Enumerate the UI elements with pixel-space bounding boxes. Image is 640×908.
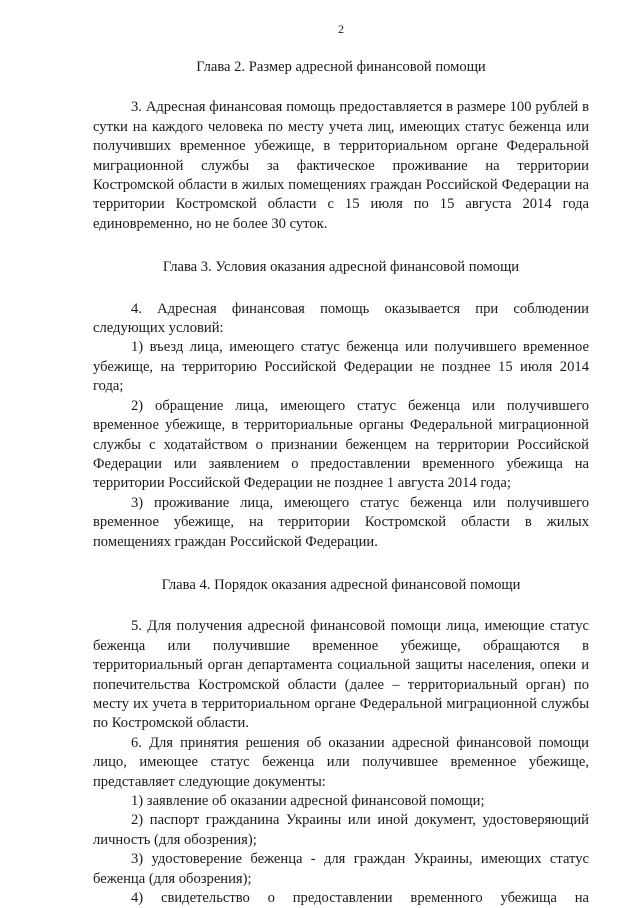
document-item-4: 4) свидетельство о предоставлении временного убежища на — [131, 890, 589, 907]
condition-item-3: 3) проживание лица, имеющего статус беженца или получившего временное убежище, на территории Костромской области в жилых помещениях граждан Российской Федерации. — [93, 494, 589, 550]
condition-item-2: 2) обращение лица, имеющего статус беженца или получившего временное убежище, в территориальные органы Федеральной миграционной службы с ходатайством о признании беженцем на территории Российской Федерации или заявлением о предоставлении временного убежища на территории Российской Федерации не позднее 1 августа 2014 года; — [93, 397, 589, 492]
page-number: 2 — [338, 22, 344, 36]
chapter-3-heading: Глава 3. Условия оказания адресной финансовой помощи — [162, 259, 520, 276]
paragraph-5: 5. Для получения адресной финансовой помощи лица, имеющие статус беженца или получившие временное убежище, обращаются в территориальный орган департамента социальной защиты населения, опеки и попечительства Костромской области (далее – территориальный орган) по месту их учета в территориальном органе Федеральной миграционной службы по Костромской области. — [93, 618, 589, 732]
paragraph-3: 3. Адресная финансовая помощь предоставляется в размере 100 рублей в сутки на каждого человека по месту учета лиц, имеющих статус беженца или получивших временное убежище, в территориальном органе Федеральной миграционной службы за фактическое проживание на территории Костромской области в жилых помещениях граждан Российской Федерации на территории Костромской области с 15 июля по 15 августа 2014 года единовременно, но не более 30 суток. — [93, 99, 589, 232]
document-page — [93, 22, 589, 908]
chapter-2-heading: Глава 2. Размер адресной финансовой помощи — [196, 59, 486, 75]
document-item-1: 1) заявление об оказании адресной финансовой помощи; — [131, 793, 485, 809]
paragraph-4: 4. Адресная финансовая помощь оказывается при соблюдении следующих условий: — [93, 300, 589, 337]
document-item-2: 2) паспорт гражданина Украины или иной документ, удостоверяющий личность (для обозрения); — [93, 812, 589, 848]
document-item-3: 3) удостоверение беженца - для граждан Украины, имеющих статус беженца (для обозрения); — [93, 851, 589, 887]
chapter-4-heading: Глава 4. Порядок оказания адресной финансовой помощи — [161, 576, 521, 593]
paragraph-6: 6. Для принятия решения об оказании адресной финансовой помощи лицо, имеющее статус беженца или получившее временное убежище, представляет следующие документы: — [93, 734, 589, 790]
condition-item-1: 1) въезд лица, имеющего статус беженца или получившего временное убежище, на территорию Российской Федерации не позднее 15 июля 2014 года; — [93, 339, 589, 395]
